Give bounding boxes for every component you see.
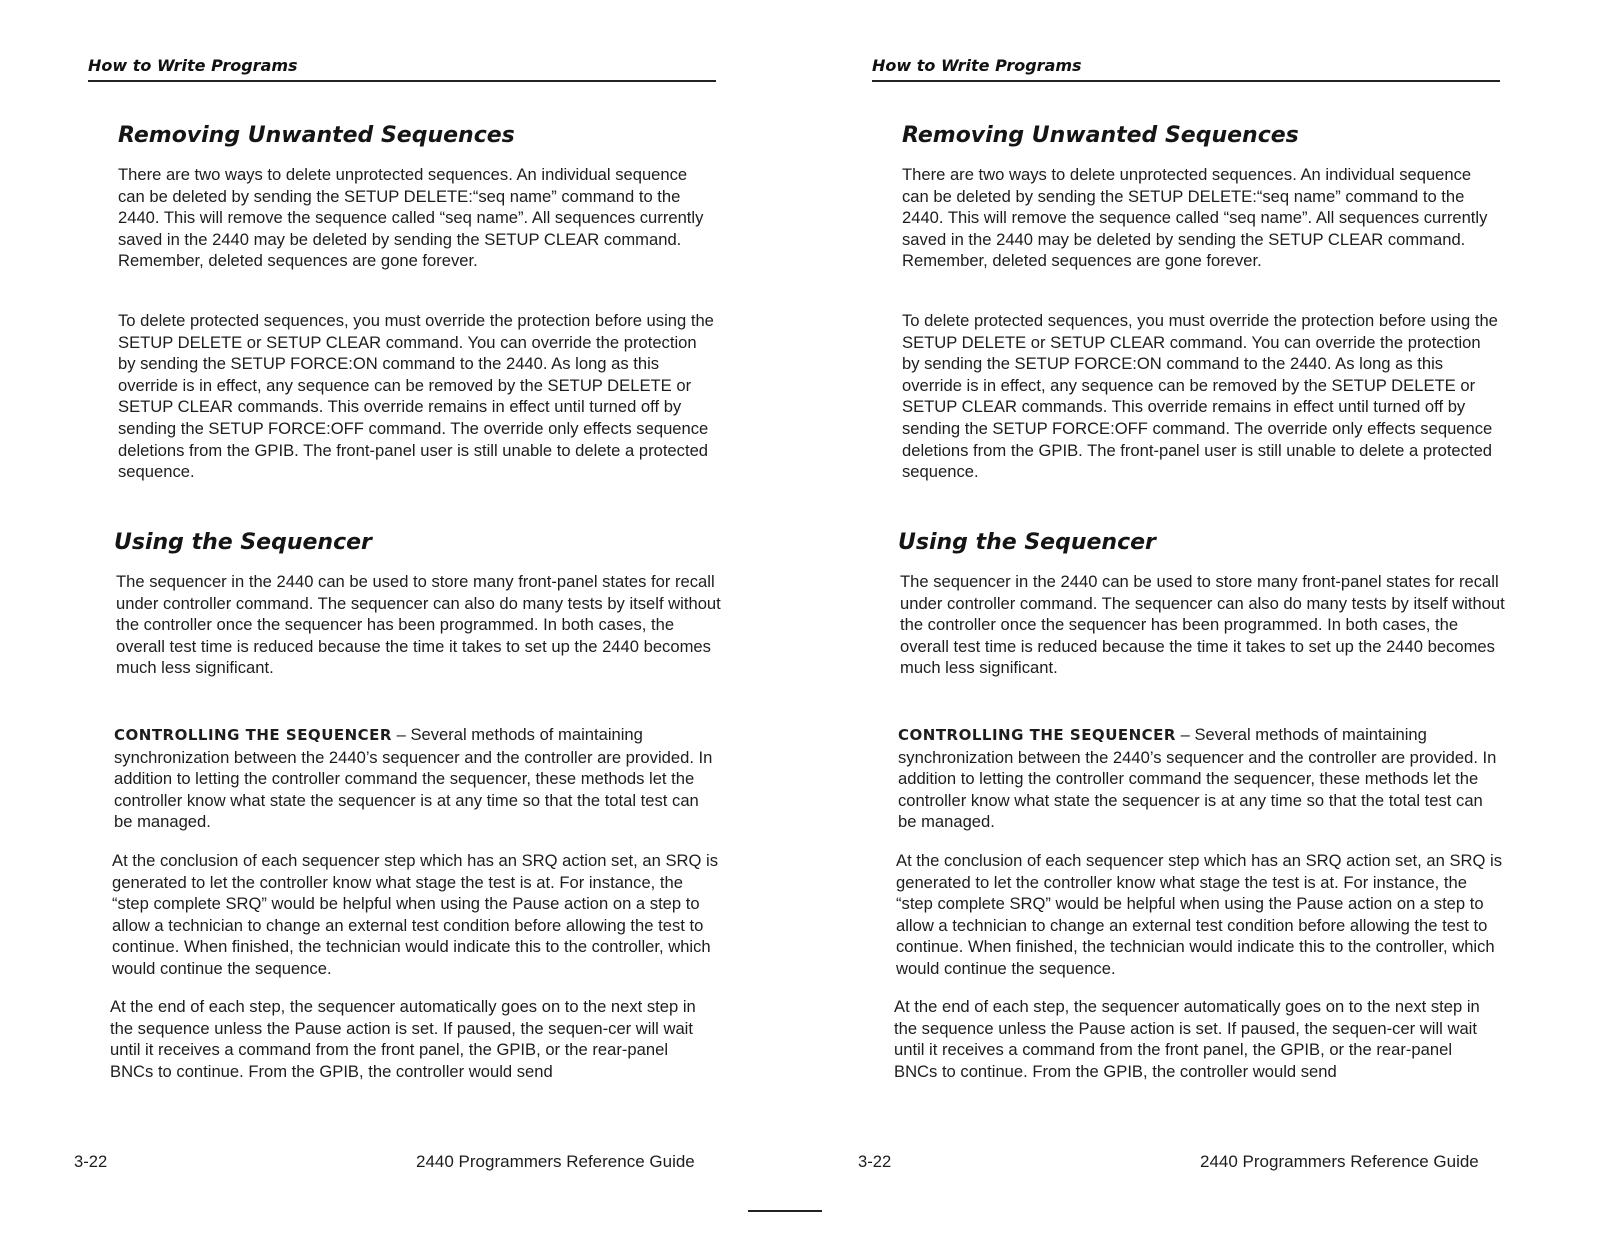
footer-title: 2440 Programmers Reference Guide [1200, 1152, 1479, 1171]
running-header: How to Write Programs [88, 56, 716, 82]
running-header: How to Write Programs [872, 56, 1500, 82]
page-number: 3-22 [858, 1152, 892, 1171]
paragraph-srq-action: At the conclusion of each sequencer step which has an SRQ action set, an SRQ is generated to let the controller know what stage the test is at. For instance, the “step complete SRQ” would be helpful when using the Pause action on a step to allow a technician to change an external test condition before allowing the test to continue. When finished, the technician would indicate this to the controller, which would continue the sequence. [896, 851, 1503, 978]
paragraph-controlling-sequencer [114, 724, 714, 833]
runin-heading: CONTROLLING THE SEQUENCER [898, 726, 1176, 744]
section-heading-using-sequencer: Using the Sequencer [114, 530, 372, 555]
paragraph-srq-action: At the conclusion of each sequencer step which has an SRQ action set, an SRQ is generated to let the controller know what stage the test is at. For instance, the “step complete SRQ” would be helpful when using the Pause action on a step to allow a technician to change an external test condition before allowing the test to continue. When finished, the technician would indicate this to the controller, which would continue the sequence. [112, 851, 719, 978]
paragraph-delete-unprotected: There are two ways to delete unprotected sequences. An individual sequence can be deleted by sending the SETUP DELETE:“seq name” command to the 2440. This will remove the sequence called “seq name”. All sequences currently saved in the 2440 may be deleted by sending the SETUP CLEAR command. Remember, deleted sequences are gone forever. [902, 165, 1488, 271]
runin-heading: CONTROLLING THE SEQUENCER [114, 726, 392, 744]
paragraph-controlling-sequencer [898, 724, 1498, 833]
paragraph-sequencer-intro: The sequencer in the 2440 can be used to store many front-panel states for recall under controller command. The sequencer can also do many tests by itself without the controller once the sequencer has been programmed. In both cases, the overall test time is reduced because the time it takes to set up the 2440 becomes much less significant. [116, 572, 721, 678]
paragraph-delete-protected: To delete protected sequences, you must override the protection before using the SETUP DELETE or SETUP CLEAR command. You can override the protection by sending the SETUP FORCE:ON command to the 2440. As long as this override is in effect, any sequence can be removed by the SETUP DELETE or SETUP CLEAR commands. This override remains in effect until turned off by sending the SETUP FORCE:OFF command. The override only effects sequence deletions from the GPIB. The front-panel user is still unable to delete a protected sequence. [118, 311, 714, 482]
paragraph-delete-unprotected: There are two ways to delete unprotected sequences. An individual sequence can be deleted by sending the SETUP DELETE:“seq name” command to the 2440. This will remove the sequence called “seq name”. All sequences currently saved in the 2440 may be deleted by sending the SETUP CLEAR command. Remember, deleted sequences are gone forever. [118, 165, 704, 271]
scan-edge-mark [748, 1210, 822, 1212]
runin-dash: – [391, 725, 411, 744]
page-left [0, 0, 760, 1237]
runin-text: Several methods of maintaining synchronization between the 2440’s sequencer and the controller are provided. In addition to letting the controller command the sequencer, these methods let the controller know what state the sequencer is at any time so that the total test can be managed. [898, 725, 1497, 832]
page-number: 3-22 [74, 1152, 108, 1171]
footer-title: 2440 Programmers Reference Guide [416, 1152, 695, 1171]
paragraph-delete-protected: To delete protected sequences, you must override the protection before using the SETUP DELETE or SETUP CLEAR command. You can override the protection by sending the SETUP FORCE:ON command to the 2440. As long as this override is in effect, any sequence can be removed by the SETUP DELETE or SETUP CLEAR commands. This override remains in effect until turned off by sending the SETUP FORCE:OFF command. The override only effects sequence deletions from the GPIB. The front-panel user is still unable to delete a protected sequence. [902, 311, 1498, 482]
runin-dash: – [1175, 725, 1195, 744]
page-right [784, 0, 1544, 1237]
section-heading-using-sequencer: Using the Sequencer [898, 530, 1156, 555]
section-heading-removing-sequences: Removing Unwanted Sequences [902, 123, 1299, 148]
paragraph-step-end: At the end of each step, the sequencer automatically goes on to the next step in the sequence unless the Pause action is set. If paused, the sequen-cer will wait until it receives a command from the front panel, the GPIB, or the rear-panel BNCs to continue. From the GPIB, the controller would send [894, 997, 1480, 1081]
paragraph-sequencer-intro: The sequencer in the 2440 can be used to store many front-panel states for recall under controller command. The sequencer can also do many tests by itself without the controller once the sequencer has been programmed. In both cases, the overall test time is reduced because the time it takes to set up the 2440 becomes much less significant. [900, 572, 1505, 678]
runin-text: Several methods of maintaining synchronization between the 2440’s sequencer and the controller are provided. In addition to letting the controller command the sequencer, these methods let the controller know what state the sequencer is at any time so that the total test can be managed. [114, 725, 713, 832]
paragraph-step-end: At the end of each step, the sequencer automatically goes on to the next step in the sequence unless the Pause action is set. If paused, the sequen-cer will wait until it receives a command from the front panel, the GPIB, or the rear-panel BNCs to continue. From the GPIB, the controller would send [110, 997, 696, 1081]
section-heading-removing-sequences: Removing Unwanted Sequences [118, 123, 515, 148]
